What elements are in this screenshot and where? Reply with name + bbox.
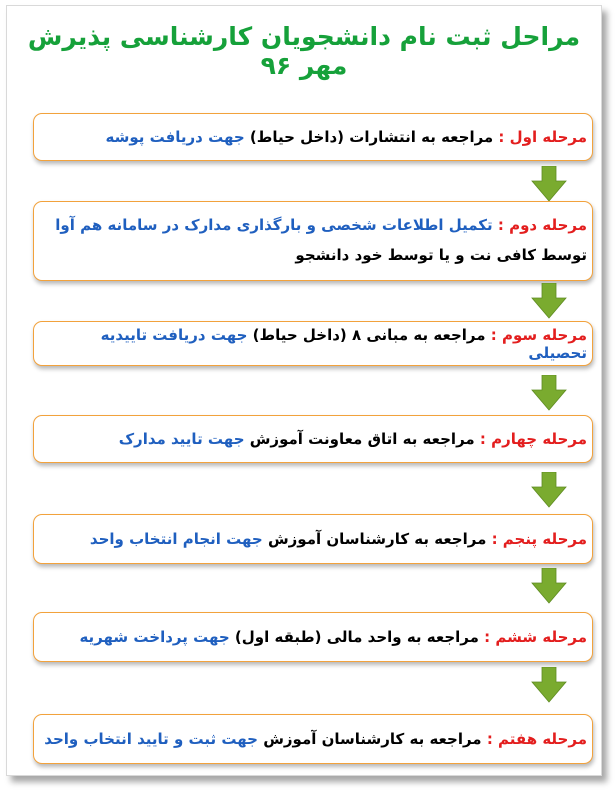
step-5-purpose: جهت انجام انتخاب واحد	[89, 530, 263, 548]
step-1-box	[33, 113, 593, 161]
down-arrow-icon	[531, 283, 567, 319]
step-7-label: مرحله هفتم :	[486, 730, 587, 748]
down-arrow-icon	[531, 667, 567, 703]
page-title: مراحل ثبت نام دانشجویان کارشناسی پذیرش مهر ۹۶	[27, 22, 581, 80]
step-1-purpose: جهت دریافت پوشه	[105, 128, 245, 146]
step-4-purpose: جهت تایید مدارک	[118, 430, 245, 448]
step-4-label: مرحله چهارم :	[479, 430, 587, 448]
step-3-action: مراجعه به مبانی ۸ (داخل حیاط)	[247, 325, 491, 344]
down-arrow-icon	[531, 375, 567, 411]
step-2-box	[33, 201, 593, 281]
step-7-purpose: جهت ثبت و تایید انتخاب واحد	[44, 730, 258, 748]
step-7-box	[33, 714, 593, 764]
step-5-action: مراجعه به کارشناسان آموزش	[262, 530, 492, 548]
step-5-box	[33, 514, 593, 564]
step-1-action: مراجعه به انتشارات (داخل حیاط)	[244, 128, 499, 146]
down-arrow-icon	[531, 166, 567, 202]
step-3-box	[33, 321, 593, 366]
step-3-purpose: جهت دریافت تاییدیه تحصیلی	[100, 325, 587, 362]
step-2-label: مرحله دوم :	[497, 216, 587, 234]
step-5-label: مرحله پنجم :	[491, 530, 587, 548]
step-6-action: مراجعه به واحد مالی (طبقه اول)	[229, 628, 485, 646]
step-4-box	[33, 415, 593, 463]
step-6-purpose: جهت پرداخت شهریه	[79, 628, 230, 646]
flowchart-sheet	[6, 5, 602, 776]
step-1-label: مرحله اول :	[498, 128, 587, 146]
step-7-action: مراجعه به کارشناسان آموزش	[257, 730, 487, 748]
step-6-label: مرحله ششم :	[484, 628, 587, 646]
step-6-box	[33, 612, 593, 662]
step-3-label: مرحله سوم :	[490, 325, 587, 344]
down-arrow-icon	[531, 472, 567, 508]
step-4-action: مراجعه به اتاق معاونت آموزش	[244, 430, 480, 448]
step-2-action: توسط کافی نت و یا توسط خود دانشجو	[295, 246, 587, 264]
down-arrow-icon	[531, 568, 567, 604]
step-2-purpose: تکمیل اطلاعات شخصی و بارگذاری مدارک در سامانه هم آوا	[55, 216, 498, 234]
